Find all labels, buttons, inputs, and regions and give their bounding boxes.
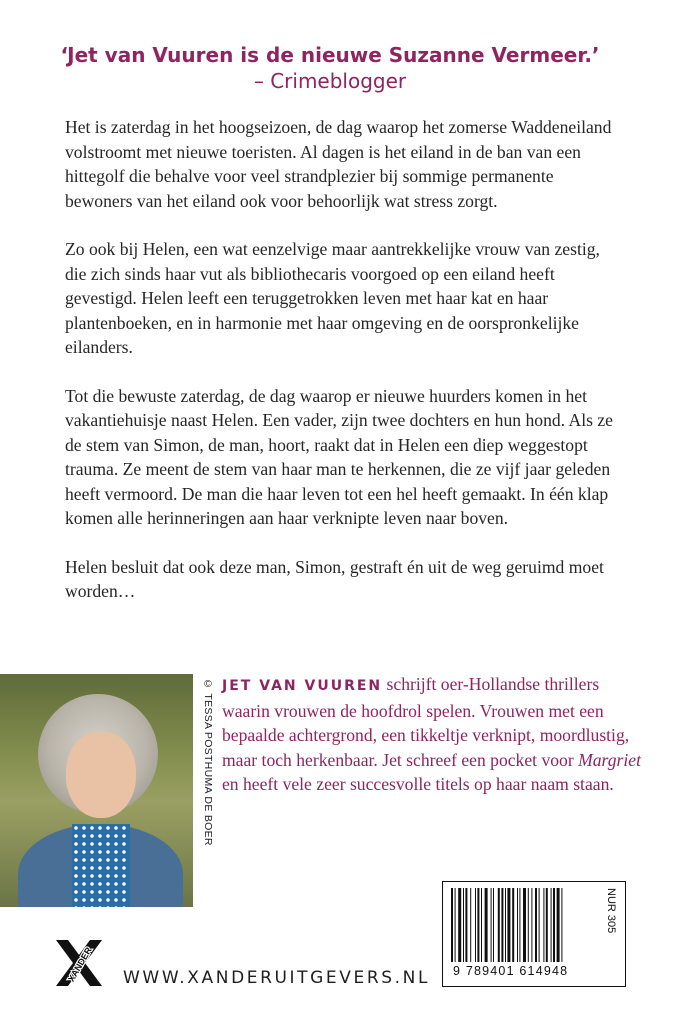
barcode-bar (507, 888, 510, 962)
barcode-bar (463, 888, 464, 962)
barcode-bar (557, 888, 560, 962)
barcode-bar (491, 888, 492, 962)
author-bio-text-end: en heeft vele zeer succesvolle titels op haar naam staan. (222, 774, 614, 794)
barcode-bar (539, 888, 540, 962)
isbn-number: 9 789401 614948 (453, 964, 569, 978)
barcode-bar (512, 888, 514, 962)
barcode-bar (493, 888, 494, 962)
quote-text: ‘Jet van Vuuren is de nieuwe Suzanne Vermeer.’ (60, 43, 600, 67)
blurb-paragraph: Zo ook bij Helen, een wat eenzelvige maar aantrekkelijke vrouw van zestig, die zich sinds haar vut als bibliothecaris voorgoed op een eiland heeft gevestigd. Helen leeft een teruggetrokken leven met haar kat en haar plantenboeken, en in harmonie met haar omgeving en de oorspronkelijke eilanders. (65, 239, 600, 357)
author-photo-face (66, 732, 136, 818)
photo-credit: © TESSA POSTHUMA DE BOER (202, 678, 214, 846)
barcode-bar (546, 888, 548, 962)
barcode-bar (485, 888, 488, 962)
publisher-logo (54, 938, 104, 988)
blurb-paragraph: Het is zaterdag in het hoogseizoen, de dag waarop het zomerse Waddeneiland volstroomt met nieuwe toeristen. Al dagen is het eiland in de ban van een hittegolf die behalve voor veel strandplezier bij sommige permanente bewoners van het eiland ook voor behoorlijk wat stress zorgt. (65, 117, 612, 211)
barcode-bar (505, 888, 506, 962)
nur-code: NUR 305 (605, 888, 617, 934)
barcode-bar (553, 888, 555, 962)
barcode-bar (523, 888, 526, 962)
barcode-bar (458, 888, 461, 962)
barcode-bars (451, 888, 593, 962)
barcode-bar (475, 888, 476, 962)
barcode-bar (477, 888, 479, 962)
barcode-bar (465, 888, 467, 962)
barcode-bar (551, 888, 552, 962)
barcode-bar (501, 888, 503, 962)
author-photo (0, 674, 193, 907)
blurb (65, 115, 625, 628)
barcode-bar (528, 888, 529, 962)
publisher-website[interactable]: WWW.XANDERUITGEVERS.NL (123, 968, 431, 988)
barcode-bar (451, 888, 453, 962)
quote-source: – Crimeblogger (253, 69, 407, 93)
logo-text: XANDER (66, 945, 94, 984)
barcode-bar (470, 888, 471, 962)
blurb-paragraph: Helen besluit dat ook deze man, Simon, gestraft én uit de weg geruimd moet worden… (65, 556, 604, 601)
barcode-bar (517, 888, 518, 962)
magazine-name: Margriet (578, 749, 641, 770)
review-quote (60, 42, 600, 94)
blurb-paragraph: Tot die bewuste zaterdag, de dag waarop er nieuwe huurders komen in het vakantiehuisje naast Helen. Een vader, zijn twee dochters en hun hond. Als ze de stem van Simon, de man, hoort, raakt dat in Helen een diep weggestopt trauma. Ze meent de stem van haar man te herkennen, die ze vijf jaar geleden heeft vermoord. De man die haar leven tot een hel heeft gemaakt. In één klap komen alle herinneringen aan haar verknipte leven naar boven. (65, 385, 613, 528)
barcode-bar (535, 888, 537, 962)
barcode-bar (561, 888, 562, 962)
barcode-bar (543, 888, 544, 962)
author-name: JET VAN VUUREN (222, 678, 383, 694)
barcode-bar (481, 888, 482, 962)
author-bio-text: schrijft oer-Hollandse thrillers waarin vrouwen de hoofdrol spelen. Vrouwen met een bepaalde achtergrond, een tikkeltje verknipt, moordlustig, maar toch herkenbaar. Jet schreef een pocket voor (222, 674, 630, 770)
barcode-bar (455, 888, 456, 962)
barcode (442, 881, 626, 987)
author-photo-shirt (72, 824, 130, 907)
author-bio (222, 672, 642, 797)
barcode-bar (531, 888, 532, 962)
barcode-bar (519, 888, 520, 962)
barcode-bar (498, 888, 500, 962)
